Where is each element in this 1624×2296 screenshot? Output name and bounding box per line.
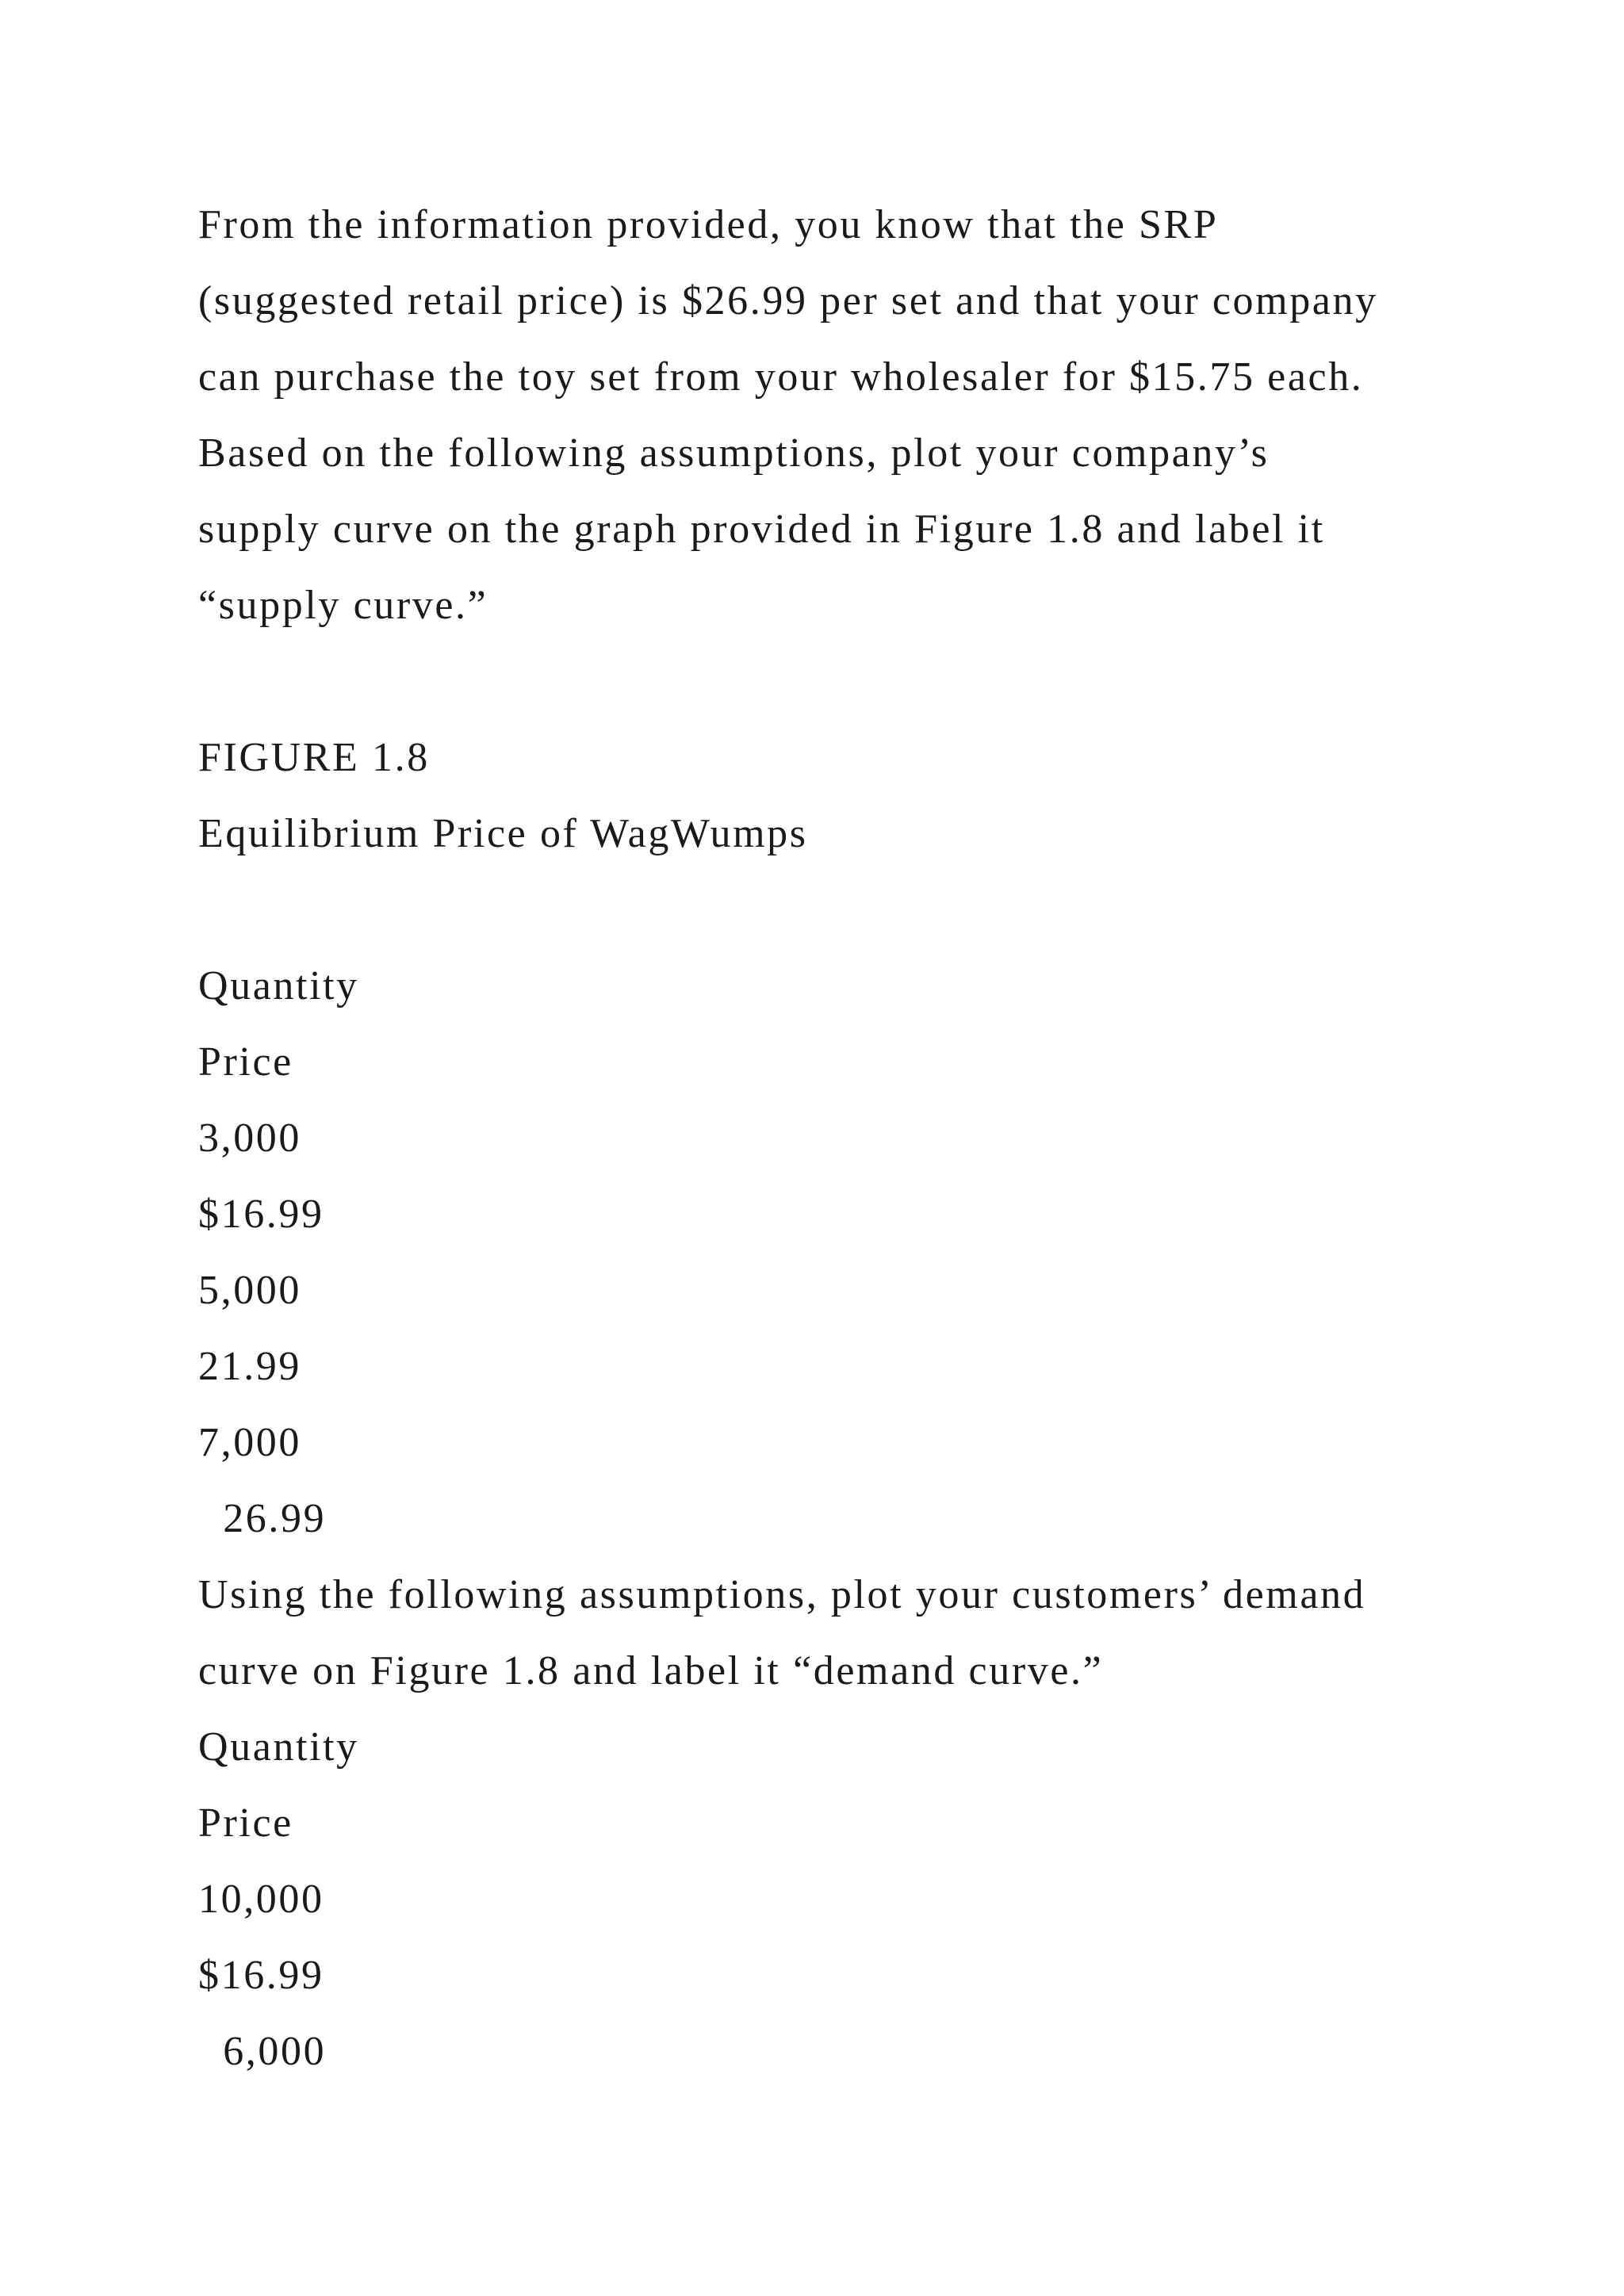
demand-paragraph	[198, 1557, 1546, 1709]
paragraph-line: Based on the following assumptions, plot your company’s	[198, 430, 1270, 476]
supply-row-quantity: 5,000	[198, 1268, 301, 1313]
paragraph-line: Using the following assumptions, plot your customers’ demand	[198, 1572, 1366, 1617]
spacer	[198, 644, 1546, 720]
demand-row-quantity: 6,000	[198, 2029, 327, 2074]
figure-label: FIGURE 1.8	[198, 735, 430, 780]
supply-header-quantity: Quantity	[198, 963, 359, 1008]
supply-row-quantity: 7,000	[198, 1420, 301, 1465]
paragraph-line: can purchase the toy set from your wholesaler for $15.75 each.	[198, 354, 1364, 400]
demand-row-quantity: 10,000	[198, 1877, 324, 1922]
intro-paragraph	[198, 187, 1546, 644]
supply-row-price: $16.99	[198, 1192, 324, 1237]
figure-title: Equilibrium Price of WagWumps	[198, 811, 808, 856]
demand-header-price: Price	[198, 1800, 293, 1846]
supply-table	[198, 948, 1546, 1557]
spacer	[198, 872, 1546, 948]
paragraph-line: supply curve on the graph provided in Figure 1.8 and label it	[198, 507, 1325, 552]
demand-header-quantity: Quantity	[198, 1724, 359, 1770]
paragraph-line: From the information provided, you know that the SRP	[198, 202, 1219, 247]
supply-row-price: 26.99	[198, 1496, 327, 1541]
supply-header-price: Price	[198, 1039, 293, 1085]
paragraph-line: curve on Figure 1.8 and label it “demand curve.”	[198, 1648, 1104, 1693]
paragraph-line: (suggested retail price) is $26.99 per set and that your company	[198, 278, 1378, 323]
demand-table	[198, 1709, 1546, 2090]
supply-row-price: 21.99	[198, 1344, 301, 1389]
document-body	[198, 187, 1546, 2090]
supply-row-quantity: 3,000	[198, 1115, 301, 1161]
demand-row-price: $16.99	[198, 1953, 324, 1998]
paragraph-line: “supply curve.”	[198, 583, 488, 628]
